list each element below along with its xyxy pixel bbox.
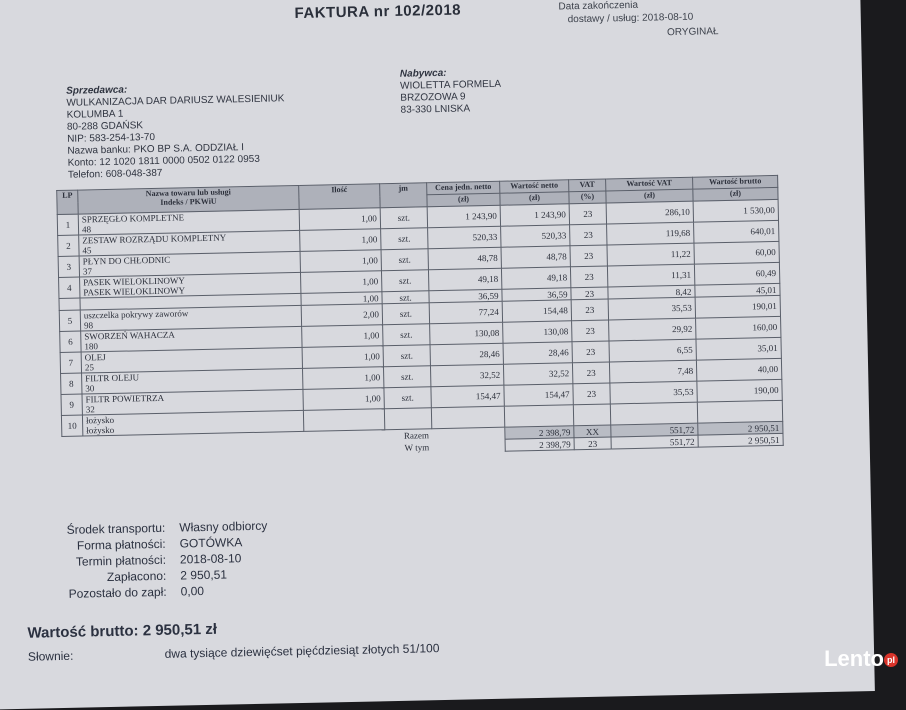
item-index: 98 xyxy=(84,316,298,330)
unit-vat: (%) xyxy=(569,191,606,204)
cell-vat: 23 xyxy=(572,341,609,363)
of-which-vat-rate: 23 xyxy=(574,437,611,450)
item-name: uszczelka pokrywy zaworów xyxy=(84,306,298,320)
due-value: 2018-08-10 xyxy=(180,550,242,567)
item-name: PŁYN DO CHŁODNIC xyxy=(83,252,297,266)
cell-net: 154,48 xyxy=(502,300,571,322)
cell-gross: 60,00 xyxy=(694,241,779,264)
item-name: FILTR OLEJU xyxy=(85,369,299,383)
cell-lp: 9 xyxy=(61,394,82,415)
cell-unit: szt. xyxy=(380,207,427,229)
item-index: 180 xyxy=(84,337,298,351)
cell-unit: szt. xyxy=(384,387,431,409)
of-which-vat: 551,72 xyxy=(611,435,698,449)
cell-qty: 1,00 xyxy=(303,388,384,411)
cell-vat: 23 xyxy=(571,299,608,321)
cell-gross: 45,01 xyxy=(695,283,780,297)
item-index xyxy=(84,299,298,303)
cell-net xyxy=(504,405,573,427)
col-price: Cena jedn. netto xyxy=(427,181,500,195)
cell-vat-value: 119,68 xyxy=(607,222,694,245)
seller-line: Telefon: 608-048-387 xyxy=(68,165,286,182)
gross-total-value: 2 950,51 zł xyxy=(143,621,218,640)
total-net: 2 398,79 xyxy=(505,426,574,439)
col-unit: jm xyxy=(380,183,427,208)
seller-line: KOLUMBA 1 xyxy=(67,105,285,122)
cell-vat: 23 xyxy=(569,203,606,225)
cell-net: 28,46 xyxy=(503,342,572,364)
cell-qty: 2,00 xyxy=(301,304,382,327)
lento-pl-badge: pl xyxy=(884,653,898,667)
cell-lp: 1 xyxy=(57,214,78,235)
cell-gross: 1 530,00 xyxy=(693,199,778,222)
item-name: ZESTAW ROZRZĄDU KOMPLETNY xyxy=(82,231,296,245)
item-index: 30 xyxy=(85,379,299,393)
cell-vat-value: 35,53 xyxy=(608,297,695,320)
cell-lp: 7 xyxy=(60,352,81,373)
buyer-block xyxy=(400,67,502,117)
cell-vat-value: 7,48 xyxy=(609,360,696,383)
cell-lp: 3 xyxy=(58,256,79,277)
cell-gross: 40,00 xyxy=(696,358,781,381)
cell-vat-value: 35,53 xyxy=(610,381,697,404)
cell-vat: 23 xyxy=(572,362,609,384)
cell-unit: szt. xyxy=(383,345,430,367)
cell-vat-value xyxy=(610,402,697,425)
cell-net: 32,52 xyxy=(503,363,572,385)
cell-price: 130,08 xyxy=(430,322,503,345)
total-vat-rate: XX xyxy=(574,425,611,438)
seller-line: NIP: 583-254-13-70 xyxy=(67,129,285,146)
cell-gross: 190,00 xyxy=(697,379,782,402)
cell-price: 1 243,90 xyxy=(427,205,500,228)
item-name: SPRZĘGŁO KOMPLETNE xyxy=(82,210,296,224)
invoice-items-table xyxy=(56,175,784,461)
cell-net: 154,47 xyxy=(504,384,573,406)
cell-vat-value: 11,31 xyxy=(607,264,694,287)
cell-vat-value: 6,55 xyxy=(609,339,696,362)
cell-lp xyxy=(59,298,80,310)
seller-label: Sprzedawca: xyxy=(66,81,284,98)
item-name: PASEK WIELOKLINOWY xyxy=(83,273,297,287)
cell-price: 77,24 xyxy=(429,301,502,324)
cell-price: 36,59 xyxy=(429,289,502,303)
cell-price: 28,46 xyxy=(430,343,503,366)
original-mark: ORYGINAŁ xyxy=(667,26,719,38)
words-value: dwa tysiące dziewięćset pięćdziesiąt złotych 51/100 xyxy=(165,641,440,661)
col-qty: Ilość xyxy=(299,184,380,210)
cell-vat-value: 11,22 xyxy=(607,243,694,266)
item-index: PASEK WIELOKLINOWY xyxy=(83,283,297,297)
table-body xyxy=(57,199,782,436)
cell-lp: 5 xyxy=(59,310,80,331)
cell-qty: 1,00 xyxy=(302,325,383,348)
item-index: 37 xyxy=(83,262,297,276)
cell-lp: 6 xyxy=(60,331,81,352)
cell-vat: 23 xyxy=(572,320,609,342)
item-name: FILTR POWIETRZA xyxy=(85,390,299,404)
cell-vat: 23 xyxy=(570,245,607,267)
cell-gross: 190,01 xyxy=(695,295,780,318)
item-name xyxy=(84,299,298,303)
cell-qty: 1,00 xyxy=(300,229,381,252)
words-row xyxy=(28,640,440,665)
cell-unit: szt. xyxy=(383,366,430,388)
item-name: łożysko xyxy=(86,411,300,425)
col-gross: Wartość brutto xyxy=(693,175,778,189)
date-completed-value: dostawy / usług: 2018-08-10 xyxy=(559,11,694,27)
due-label: Termin płatności: xyxy=(18,552,166,571)
col-lp: LP xyxy=(57,190,78,214)
item-index: 25 xyxy=(85,358,299,372)
gross-total xyxy=(27,621,217,642)
paid-label: Zapłacono: xyxy=(18,568,166,587)
cell-gross: 60,49 xyxy=(694,262,779,285)
col-name-label: Nazwa towaru lub usługi xyxy=(81,186,295,199)
item-name: SWORZEŃ WAHACZA xyxy=(84,327,298,341)
cell-vat: 23 xyxy=(571,287,608,300)
cell-lp: 10 xyxy=(61,415,82,436)
cell-gross: 640,01 xyxy=(694,220,779,243)
remaining-value: 0,00 xyxy=(180,583,204,599)
cell-qty xyxy=(303,409,384,432)
cell-unit: szt. xyxy=(382,291,429,304)
seller-line: Konto: 12 1020 1811 0000 0502 0122 0953 xyxy=(68,153,286,170)
cell-qty: 1,00 xyxy=(300,250,381,273)
cell-qty: 1,00 xyxy=(300,271,381,294)
cell-unit xyxy=(384,408,431,430)
cell-vat: 23 xyxy=(573,383,610,405)
cell-vat-value: 8,42 xyxy=(608,285,695,299)
words-label: Słownie: xyxy=(28,649,74,664)
cell-vat xyxy=(573,404,610,426)
cell-price: 32,52 xyxy=(430,364,503,387)
col-index-label: Indeks / PKWiU xyxy=(81,195,295,208)
cell-net: 520,33 xyxy=(501,225,570,247)
cell-unit: szt. xyxy=(381,228,428,250)
cell-lp: 8 xyxy=(61,373,82,394)
item-index: 48 xyxy=(82,220,296,234)
total-gross: 2 950,51 xyxy=(698,421,783,435)
total-label: Razem xyxy=(62,429,432,449)
cell-net: 36,59 xyxy=(502,288,571,301)
cell-vat-value: 29,92 xyxy=(609,318,696,341)
cell-net: 49,18 xyxy=(501,267,570,289)
cell-qty: 1,00 xyxy=(302,346,383,369)
seller-line: Nazwa banku: PKO BP S.A. ODDZIAŁ I xyxy=(67,141,285,158)
paid-value: 2 950,51 xyxy=(180,567,227,584)
payment-details xyxy=(17,518,269,603)
col-net: Wartość netto xyxy=(500,180,569,193)
transport-value: Własny odbiorcy xyxy=(179,518,267,536)
of-which-gross: 2 950,51 xyxy=(698,433,783,447)
cell-unit: szt. xyxy=(383,324,430,346)
cell-lp: 4 xyxy=(59,277,80,298)
cell-price: 48,78 xyxy=(428,247,501,270)
invoice-dates xyxy=(558,0,693,26)
remaining-label: Pozostało do zapł: xyxy=(19,584,167,603)
buyer-line: BRZOZOWA 9 xyxy=(400,91,501,105)
unit-gross: (zł) xyxy=(693,187,778,201)
cell-price: 154,47 xyxy=(431,385,504,408)
cell-unit: szt. xyxy=(381,249,428,271)
cell-net: 48,78 xyxy=(501,246,570,268)
cell-net: 1 243,90 xyxy=(500,204,569,226)
col-vat-value: Wartość VAT xyxy=(606,177,693,191)
col-vat: VAT xyxy=(569,179,606,192)
date-completed-label: Data zakończenia xyxy=(558,0,693,13)
transport-label: Środek transportu: xyxy=(17,520,165,539)
cell-vat: 23 xyxy=(570,266,607,288)
cell-unit: szt. xyxy=(382,303,429,325)
cell-qty: 1,00 xyxy=(302,367,383,390)
item-index: łożysko xyxy=(86,421,300,435)
cell-qty: 1,00 xyxy=(301,292,382,306)
lento-text: Lento xyxy=(824,646,884,671)
cell-gross: 160,00 xyxy=(696,316,781,339)
cell-vat-value: 286,10 xyxy=(606,201,693,224)
gross-total-label: Wartość brutto: xyxy=(27,622,138,641)
payment-value: GOTÓWKA xyxy=(179,534,242,551)
of-which-label: W tym xyxy=(62,441,432,461)
seller-block xyxy=(66,81,286,182)
invoice-title: FAKTURA nr 102/2018 xyxy=(294,2,461,22)
item-index: 45 xyxy=(82,241,296,255)
cell-lp: 2 xyxy=(58,235,79,256)
cell-gross: 35,01 xyxy=(696,337,781,360)
cell-gross xyxy=(697,400,782,423)
unit-net: (zł) xyxy=(500,192,569,205)
cell-price: 520,33 xyxy=(428,226,501,249)
cell-unit: szt. xyxy=(381,270,428,292)
cell-price: 49,18 xyxy=(428,268,501,291)
buyer-line: 83-330 LNISKA xyxy=(401,103,502,117)
cell-net: 130,08 xyxy=(503,321,572,343)
buyer-label: Nabywca: xyxy=(400,67,501,81)
item-index: 32 xyxy=(86,400,300,414)
cell-qty: 1,00 xyxy=(299,208,380,231)
unit-vat-value: (zł) xyxy=(606,189,693,203)
cell-price xyxy=(431,406,504,429)
total-vat: 551,72 xyxy=(611,423,698,437)
lento-watermark xyxy=(824,646,898,672)
buyer-line: WIOLETTA FORMELA xyxy=(400,79,501,93)
cell-vat: 23 xyxy=(570,224,607,246)
seller-line: WULKANIZACJA DAR DARIUSZ WALESIENIUK xyxy=(66,93,284,110)
of-which-net: 2 398,79 xyxy=(505,438,574,451)
item-name: OLEJ xyxy=(85,348,299,362)
payment-label: Forma płatności: xyxy=(18,536,166,555)
unit-price: (zł) xyxy=(427,193,500,207)
seller-line: 80-288 GDAŃSK xyxy=(67,117,285,134)
